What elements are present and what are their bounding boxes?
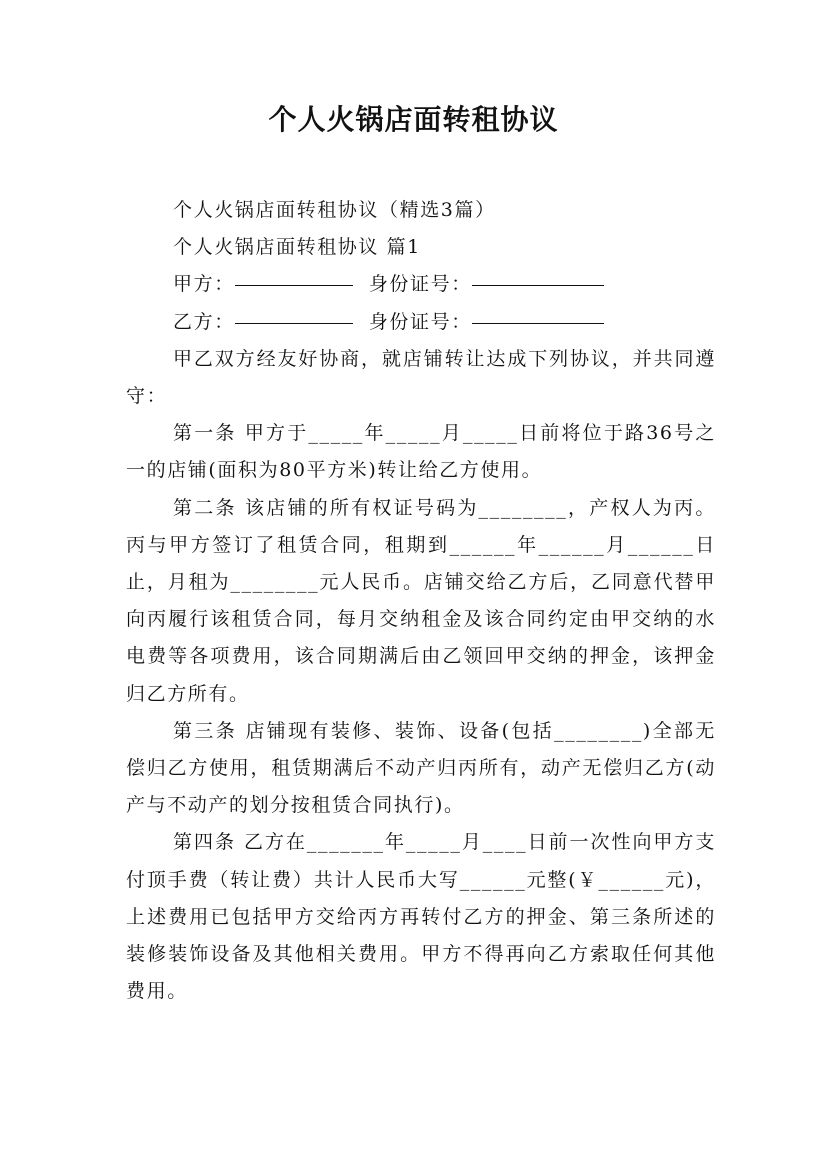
party-b-id-blank bbox=[472, 322, 604, 324]
party-b-label: 乙方： bbox=[173, 310, 235, 333]
article-1-paragraph: 第一条 甲方于_____年_____月_____日前将位于路36号之一的店铺(面积为80平方米)转让给乙方使用。 bbox=[126, 422, 716, 482]
document-title: 个人火锅店面转租协议 bbox=[268, 103, 559, 136]
article-2-paragraph: 第二条 该店铺的所有权证号码为________，产权人为丙。丙与甲方签订了租赁合同，租期到______年______月______日止，月租为________元人民币。店铺交给乙方后，乙同意代替甲向丙履行该租赁合同，每月交纳租金及该合同约定由甲交纳的水电费等各项费用，该合同期满后由乙领回甲交纳的押金，该押金归乙方所有。 bbox=[126, 496, 716, 705]
article-4-paragraph: 第四条 乙方在_______年_____月____日前一次性向甲方支付顶手费（转让费）共计人民币大写______元整(￥______元)，上述费用已包括甲方交给丙方再转付乙方的押金、第三条所述的装修装饰设备及其他相关费用。甲方不得再向乙方索取任何其他费用。 bbox=[126, 831, 716, 1003]
party-a-id-label: 身份证号： bbox=[368, 273, 472, 296]
party-b-line bbox=[126, 304, 716, 341]
article-3-paragraph: 第三条 店铺现有装修、装饰、设备(包括________)全部无偿归乙方使用，租赁期满后不动产归丙所有，动产无偿归乙方(动产与不动产的划分按租赁合同执行)。 bbox=[126, 719, 716, 817]
intro-paragraph: 甲乙双方经友好协商，就店铺转让达成下列协议，并共同遵守： bbox=[126, 347, 716, 408]
document-body bbox=[126, 192, 716, 1010]
party-a-blank bbox=[235, 284, 353, 286]
subtitle-text: 个人火锅店面转租协议（精选3篇） bbox=[173, 199, 496, 221]
party-b-blank bbox=[235, 322, 353, 324]
party-a-line bbox=[126, 266, 716, 303]
section-heading bbox=[126, 229, 716, 266]
party-a-label: 甲方： bbox=[173, 273, 235, 296]
section-heading-text: 个人火锅店面转租协议 篇1 bbox=[173, 236, 421, 259]
party-b-id-label: 身份证号： bbox=[368, 310, 472, 333]
document-subtitle bbox=[126, 192, 716, 229]
party-a-id-blank bbox=[472, 284, 604, 286]
